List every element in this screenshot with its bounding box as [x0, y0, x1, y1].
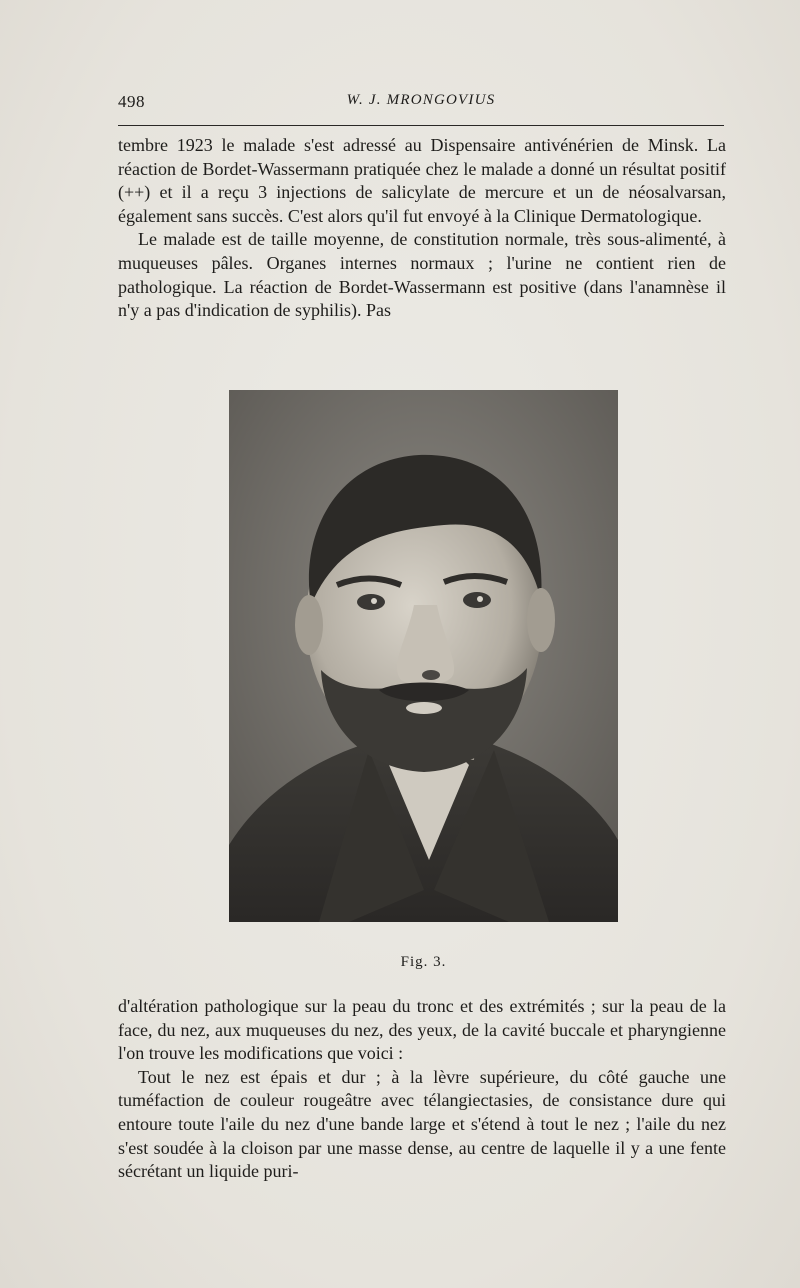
body-text-bottom: [118, 995, 726, 1184]
patient-photograph: [229, 390, 618, 922]
figure-caption: Fig. 3.: [400, 954, 447, 970]
paragraph: Tout le nez est épais et dur ; à la lèvre supérieure, du côté gauche une tuméfaction de couleur rougeâtre avec télangiectasies, de consistance dure qui entoure toute l'aile du nez d'une bande large et s'étend à tout le nez ; l'aile du nez s'est soudée à la cloison par une masse dense, au centre de laquelle il y a une fente sécrétant un liquide puri-: [118, 1066, 726, 1182]
page-number: 498: [118, 92, 145, 111]
body-text-top: [118, 134, 726, 323]
portrait-image: [229, 390, 618, 922]
running-head: W. J. MRONGOVIUS: [346, 92, 496, 108]
page-header: [118, 90, 724, 120]
paragraph: Le malade est de taille moyenne, de constitution normale, très sous-alimenté, à muqueuses pâles. Organes internes normaux ; l'urine ne contient rien de pathologique. La réaction de Bordet-Wassermann est positive (dans l'anamnèse il n'y a pas d'indication de syphilis). Pas: [118, 229, 726, 321]
header-rule: [118, 125, 724, 126]
paragraph: d'altération pathologique sur la peau du tronc et des extrémités ; sur la peau de la face, du nez, aux muqueuses du nez, des yeux, de la cavité buccale et pharyngienne l'on trouve les modifications que voici :: [118, 996, 726, 1064]
paragraph: tembre 1923 le malade s'est adressé au Dispensaire antivénérien de Minsk. La réaction de Bordet-Wassermann pratiquée chez le malade a donné un résultat positif (++) et il a reçu 3 injections de salicylate de mercure et un de néosalvarsan, également sans succès. C'est alors qu'il fut envoyé à la Clinique Dermatologique.: [118, 135, 726, 226]
